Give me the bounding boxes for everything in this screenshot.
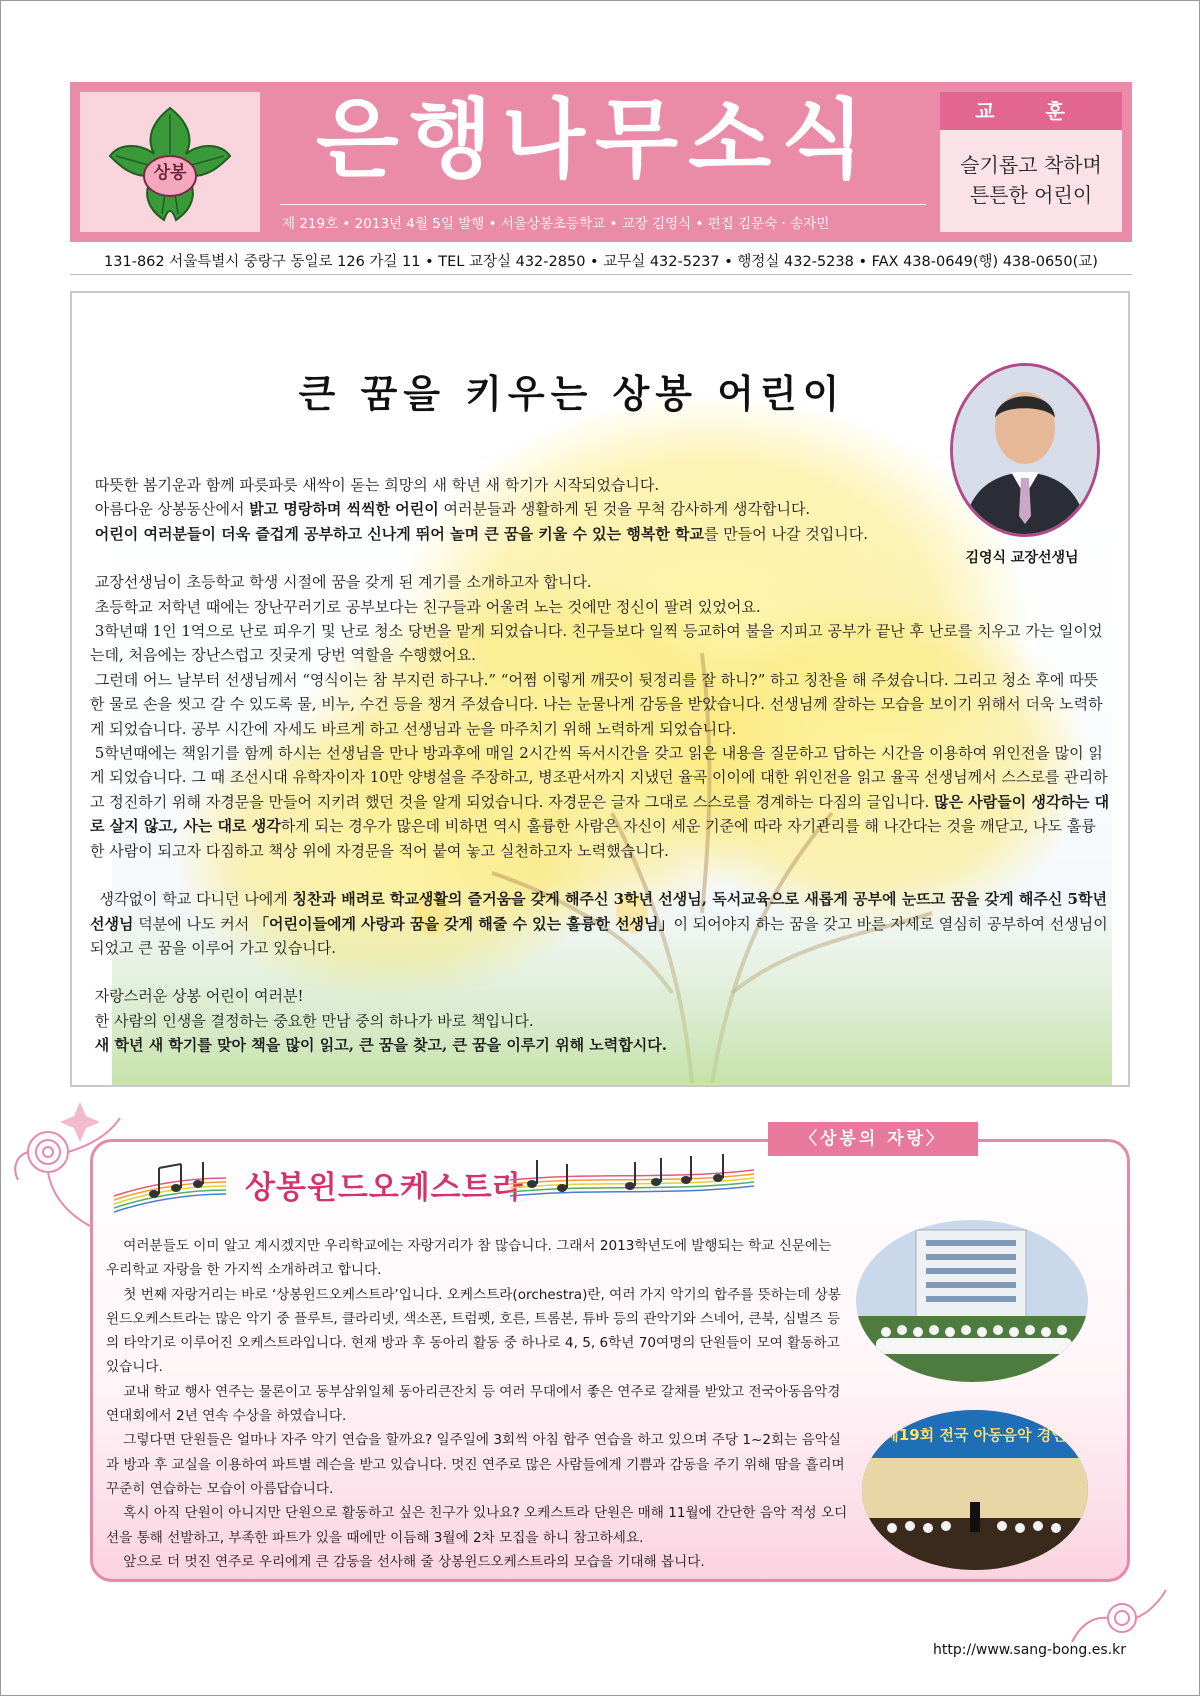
article-text-9d: 「어린이들에게 사랑과 꿈을 갖게 해줄 수 있는 훌륭한 선생님」 bbox=[254, 914, 674, 933]
article-text-12: 새 학년 새 학기를 맞아 책을 많이 읽고, 큰 꿈을 찾고, 큰 꿈을 이루기 위해 노력합시다. bbox=[94, 1036, 667, 1055]
pride-text-4: 그렇다면 단원들은 얼마나 자주 악기 연습을 할까요? 일주일에 3회씩 아침 합주 연습을 하고 있으며 주당 1~2회는 음악실과 방과 후 교실을 이용하여 파트별 레슨을 받고 있습니다. 멋진 연주로 많은 사람들에게 기쁨과 감동을 주기 위해 땀을 흘리며 꾸준히 연습하는 모습이 아름답습니다. bbox=[106, 1432, 845, 1497]
pride-body bbox=[106, 1234, 848, 1574]
article-text-2b: 밝고 명랑하며 씩씩한 어린이 bbox=[249, 500, 439, 519]
section-tag: 〈상봉의 자랑〉 bbox=[768, 1122, 978, 1156]
masthead bbox=[70, 82, 1132, 242]
paragraph bbox=[90, 984, 1110, 1008]
paragraph bbox=[106, 1550, 848, 1574]
paragraph bbox=[90, 522, 1110, 546]
stage-banner: 제19회 전국 아동음악 경연 bbox=[884, 1426, 1066, 1444]
orchestra-group-photo bbox=[856, 1220, 1088, 1382]
issue-info: 제 219호 • 2013년 4월 5일 발행 • 서울상봉초등학교 • 교장 김영식 • 편집 김문숙 · 송자민 bbox=[282, 216, 830, 232]
article-text-3a: 어린이 여러분들이 더욱 즐겁게 공부하고 신나게 뛰어 놀며 큰 꿈을 키울 수 있는 행복한 학교 bbox=[94, 524, 705, 543]
paragraph bbox=[106, 1501, 848, 1550]
paragraph bbox=[106, 1283, 848, 1380]
article-text-8a: 5학년때에는 책읽기를 함께 하시는 선생님을 만나 방과후에 매일 2시간씩 독서시간을 갖고 읽은 내용을 질문하고 답하는 시간을 이용하여 위인전을 많이 읽게 되었습니다. 그 때 조선시대 유학자이자 10만 양병설을 주장하고, 병조판서까지 지냈던 율곡 이이에 대한 위인전을 읽고 율곡 선생님께서 스스로를 관리하고 정진하기 위해 자경문을 만들어 지키려 했던 것을 알게 되었습니다. 자경문은 글자 그대로 스스로를 경계하는 다짐의 글입니다. bbox=[90, 744, 1108, 811]
article-text-9c: 덕분에 나도 커서 bbox=[133, 914, 254, 933]
portrait-caption: 김영식 교장선생님 bbox=[965, 550, 1079, 566]
newsletter-title: 은행나무소식 bbox=[315, 90, 875, 190]
motto-line-1: 슬기롭고 착하며 bbox=[960, 153, 1102, 177]
music-staff-left-icon bbox=[114, 1156, 226, 1216]
school-building-photo bbox=[856, 1220, 1088, 1382]
article-text-9e: 이 되어야지 하는 꿈을 갖고 바른 자세로 열심히 공부하여 선생님이 되었고 큰 꿈을 이루어 가고 있습니다. bbox=[90, 914, 1108, 957]
article-text-8b: 많은 사람들이 생각하는 대로 살지 않고, 사는 대로 생각 bbox=[90, 792, 1110, 836]
article-text-7: 그런데 어느 날부터 선생님께서 “영식이는 참 부지런 하구나.” “어쩜 이렇게 깨끗이 뒷정리를 잘 하니?” 하고 칭찬을 해 주셨습니다. 그리고 청소 후에 따뜻한 물로 손을 씻고 갈 수 있도록 물, 비누, 수건 등을 챙겨 주셨습니다. 나는 눈물나게 감동을 받았습니다. 선생님께 잘하는 모습을 보이기 위해서 더욱 노력하게 되었습니다. 공부 시간에 자세도 바르게 하고 선생님과 눈을 마주치기 위해 노력하게 되었습니다. bbox=[90, 670, 1103, 738]
motto-line-2: 튼튼한 어린이 bbox=[969, 183, 1093, 207]
school-website: http://www.sang-bong.es.kr bbox=[933, 1642, 1126, 1658]
article-text-3b: 를 만들어 나갈 것입니다. bbox=[704, 524, 869, 543]
pride-text-3: 교내 학교 행사 연주는 물론이고 동부삼위일체 동아리큰잔치 등 여러 무대에서 좋은 연주로 갈채를 받았고 전국아동음악경연대회에서 2년 연속 수상을 하였습니다. bbox=[106, 1383, 841, 1425]
music-staff-right-icon bbox=[510, 1150, 754, 1210]
pride-text-5: 혹시 아직 단원이 아니지만 단원으로 활동하고 싶은 친구가 있나요? 오케스트라 단원은 매해 11월에 간단한 음악 적성 오디션을 통해 선발하고, 부족한 파트가 있을 때에만 이듬해 3월에 2차 모집을 하니 참고하세요. bbox=[106, 1505, 848, 1546]
paragraph bbox=[106, 1428, 848, 1501]
article-title: 큰 꿈을 키우는 상봉 어린이 bbox=[298, 372, 846, 416]
paragraph bbox=[90, 741, 1110, 863]
pride-text-6: 앞으로 더 멋진 연주로 우리에게 큰 감동을 선사해 줄 상봉윈드오케스트라의 모습을 기대해 봅니다. bbox=[123, 1553, 705, 1570]
article-text-4: 교장선생님이 초등학교 학생 시절에 꿈을 갖게 된 계기를 소개하고자 합니다. bbox=[94, 573, 592, 592]
article-body bbox=[90, 473, 1110, 1058]
orchestra-title: 상봉윈드오케스트라 bbox=[245, 1170, 524, 1206]
pride-text-2: 첫 번째 자랑거리는 바로 ‘상봉윈드오케스트라’입니다. 오케스트라(orchestra)란, 여러 가지 악기의 합주를 뜻하는데 상봉윈드오케스트라는 많은 악기 중 플루트, 클라리넷, 색소폰, 트럼펫, 호른, 트롬본, 튜바 등의 관악기와 스네어, 큰북, 심벌즈 등의 타악기로 이루어진 오케스트라입니다. 현재 방과 후 동아리 활동 중 하나로 4, 5, 6학년 70여명의 단원들이 모여 활동하고 있습니다. bbox=[106, 1286, 841, 1376]
paragraph bbox=[90, 595, 1110, 619]
paragraph bbox=[90, 887, 1110, 960]
stage-performance-photo bbox=[862, 1410, 1088, 1570]
paragraph bbox=[106, 1234, 848, 1283]
pride-text-1: 여러분들도 이미 알고 계시겠지만 우리학교에는 자랑거리가 참 많습니다. 그래서 2013학년도에 발행되는 학교 신문에는 우리학교 자랑을 한 가지씩 소개하려고 합니다. bbox=[106, 1238, 832, 1279]
paragraph bbox=[90, 1009, 1110, 1033]
article-text-2c: 여러분들과 생활하게 된 것을 무척 감사하게 생각합니다. bbox=[438, 500, 811, 519]
article-text-2a: 아름다운 상봉동산에서 bbox=[94, 500, 250, 519]
paragraph bbox=[106, 1380, 848, 1429]
address-divider bbox=[70, 274, 1132, 275]
paragraph bbox=[90, 570, 1110, 594]
article-text-11: 한 사람의 인생을 결정하는 중요한 만남 중의 하나가 바로 책입니다. bbox=[94, 1011, 534, 1030]
school-address: 131-862 서울특별시 중랑구 동일로 126 가길 11 • TEL 교장실 432-2850 • 교무실 432-5237 • 행정실 432-5238 • FAX 438-0649(행) 438-0650(교) bbox=[104, 254, 1098, 270]
paragraph bbox=[90, 473, 1110, 497]
title-divider bbox=[280, 204, 926, 205]
article-text-5: 초등학교 저학년 때에는 장난꾸러기로 공부보다는 친구들과 어울려 노는 것에만 정신이 팔려 있었어요. bbox=[94, 597, 761, 616]
logo-text: 상봉 bbox=[153, 163, 187, 183]
school-motto bbox=[940, 92, 1122, 232]
school-logo bbox=[80, 92, 260, 232]
article-text-10: 자랑스러운 상봉 어린이 여러분! bbox=[94, 987, 304, 1006]
concert-stage-photo bbox=[862, 1410, 1088, 1570]
paragraph bbox=[90, 619, 1110, 668]
motto-body bbox=[940, 130, 1122, 232]
motto-heading: 교 훈 bbox=[940, 92, 1122, 130]
paragraph bbox=[90, 497, 1110, 521]
article-text-6: 3학년때 1인 1역으로 난로 피우기 및 난로 청소 당번을 맡게 되었습니다. 친구들보다 일찍 등교하여 불을 지피고 공부가 끝난 후 난로를 치우고 가는 일이었는데, 처음에는 장난스럽고 짓궂게 당번 역할을 수행했어요. bbox=[90, 622, 1103, 665]
paragraph bbox=[90, 1033, 1110, 1057]
article-text-9a: 생각없이 학교 다니던 나에게 bbox=[99, 890, 293, 909]
article-text-9b: 칭찬과 배려로 학교생활의 즐거움을 갖게 해주신 3학년 선생님, 독서교육으로 새롭게 공부에 눈뜨고 꿈을 갖게 해주신 5학년 선생님 bbox=[90, 890, 1107, 933]
paragraph bbox=[90, 668, 1110, 741]
article-text-8c: 하게 되는 경우가 많은데 비하면 역시 훌륭한 사람은 자신이 세운 기준에 따라 자기관리를 해 나간다는 것을 깨닫고, 나도 훌륭한 사람이 되고자 다짐하고 책상 위에 자경문을 적어 붙여 놓고 실천하고자 노력했습니다. bbox=[90, 817, 1096, 860]
article-text-1: 따뜻한 봄기운과 함께 파릇파릇 새싹이 돋는 희망의 새 학년 새 학기가 시작되었습니다. bbox=[94, 476, 660, 494]
principal-article bbox=[70, 291, 1130, 1087]
